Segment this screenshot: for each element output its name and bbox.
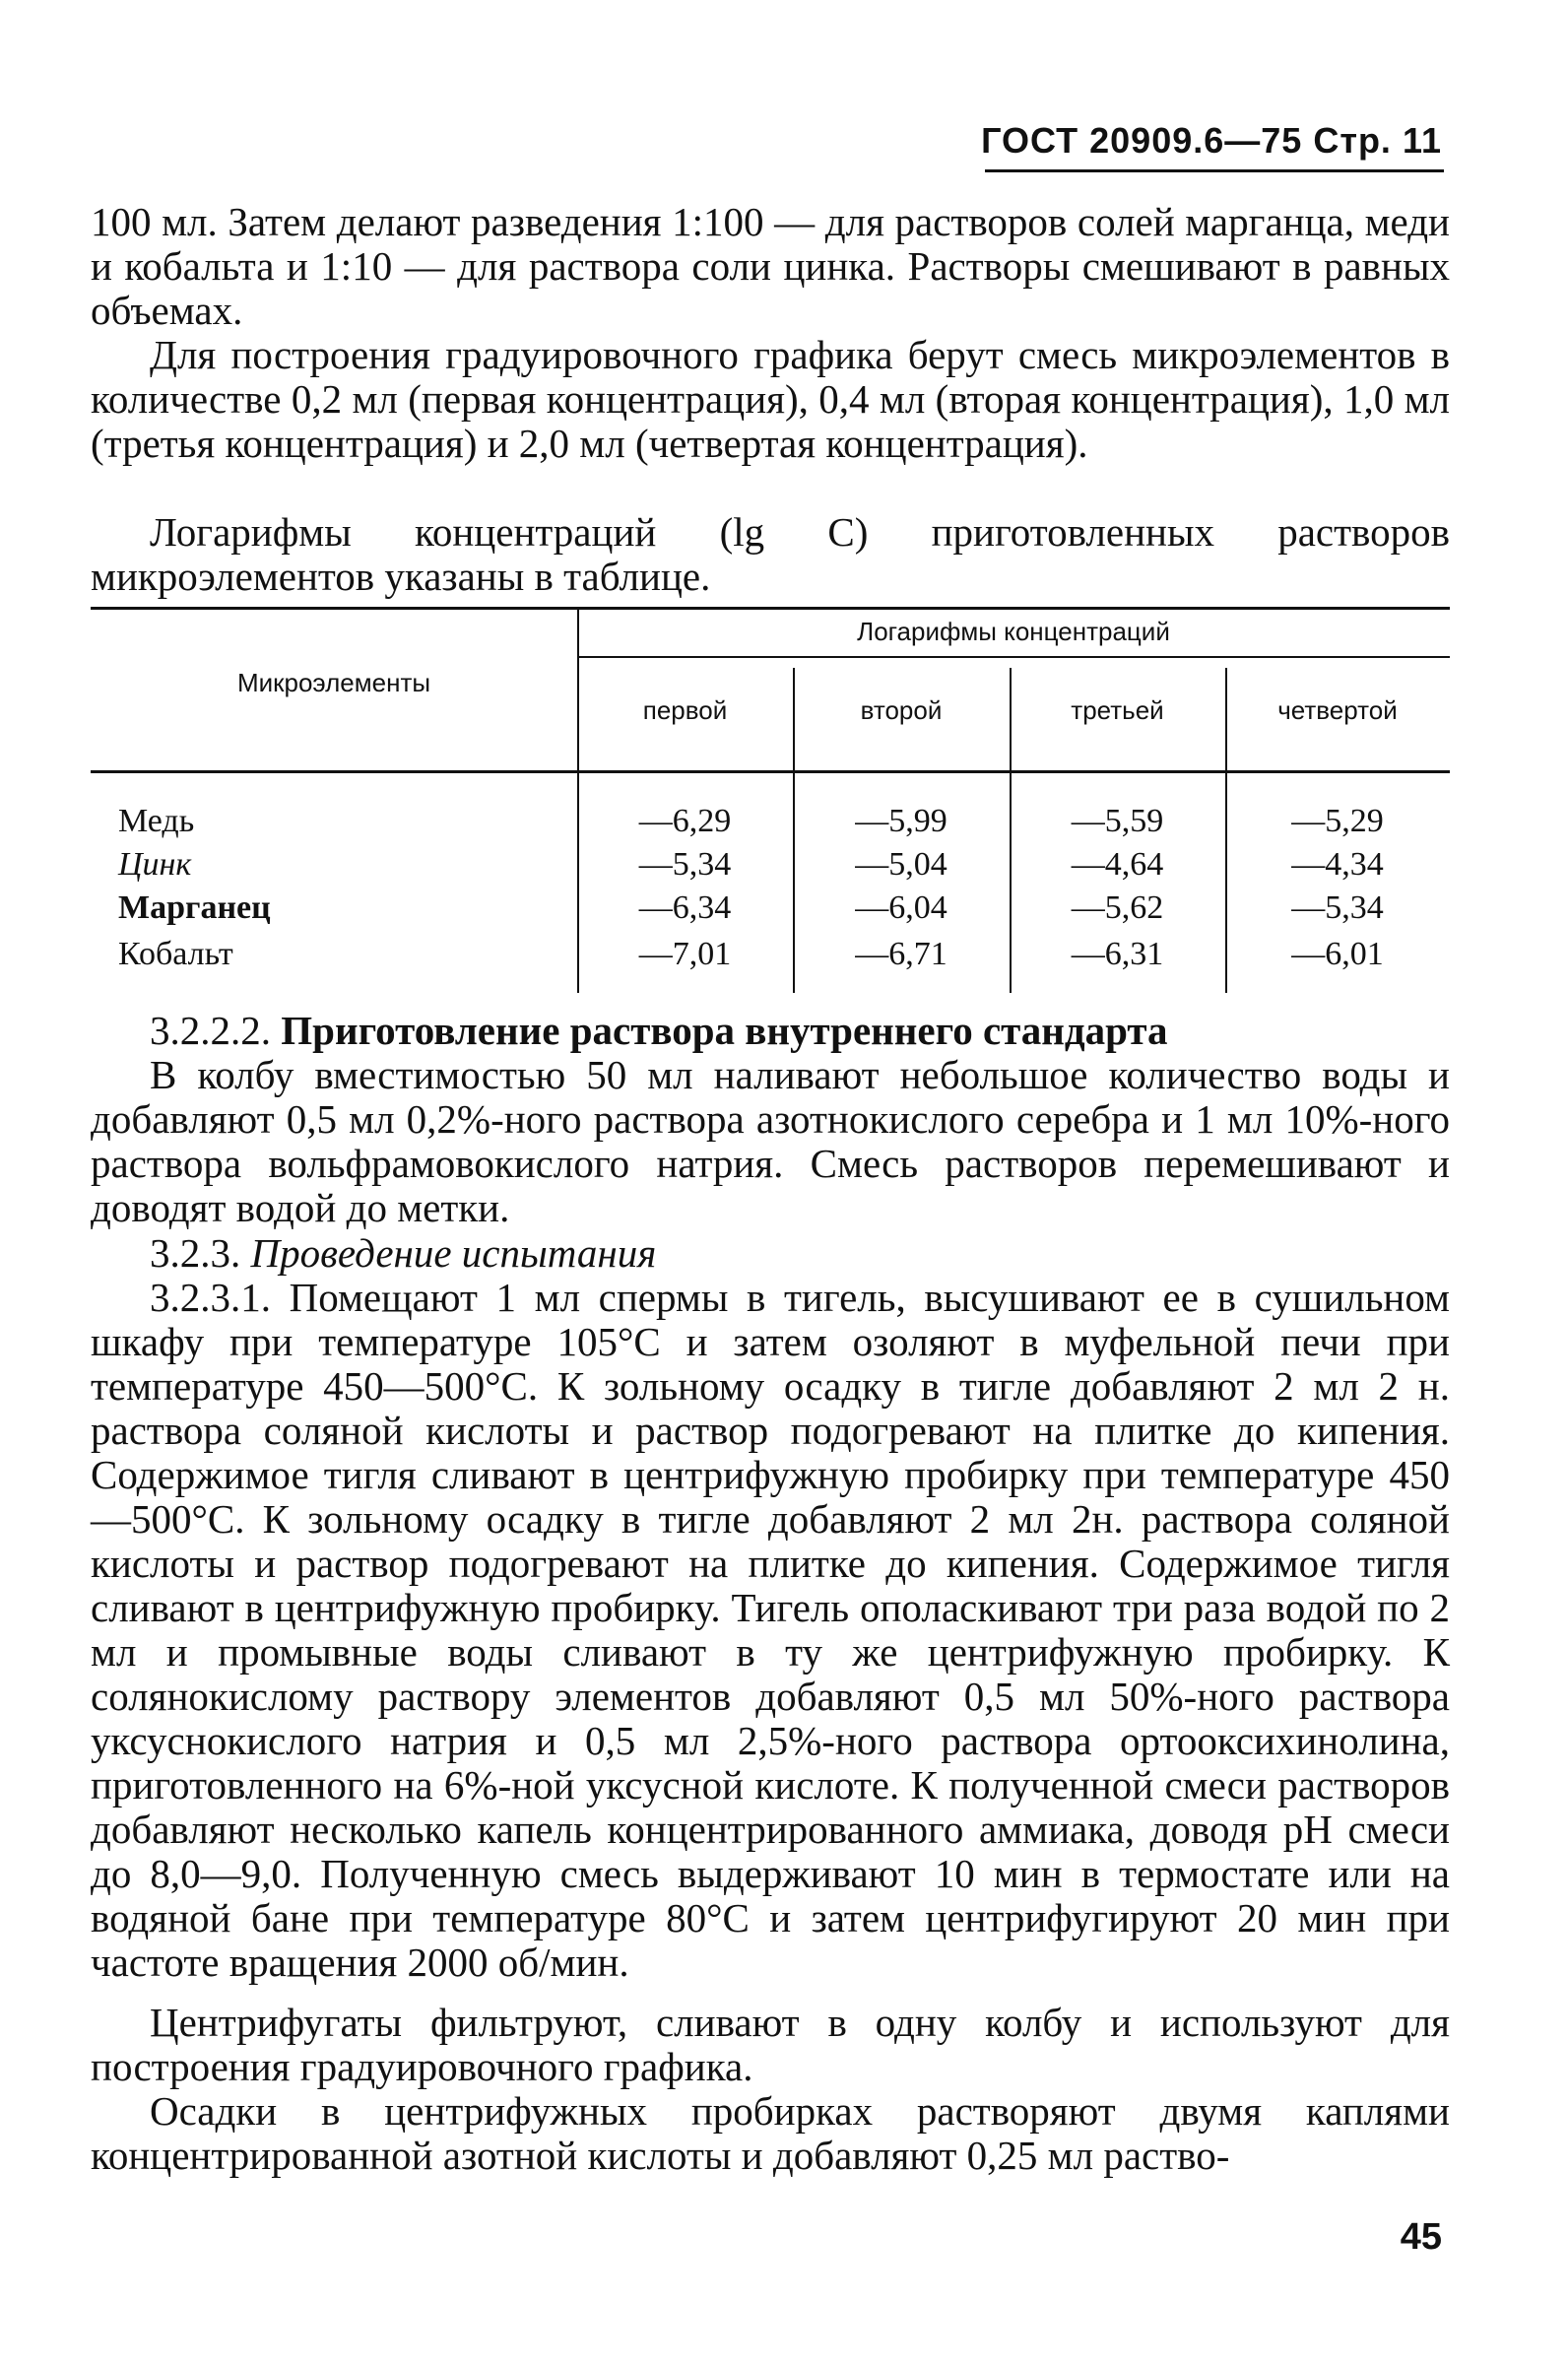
paragraph-centrifugates: Центрифугаты фильтруют, сливают в одну колбу и используют для построения градуировочного графика. (91, 2000, 1450, 2089)
paragraph-logarithms: Логарифмы концентраций (lg C) приготовленных растворов микроэлементов указаны в таблице. (91, 509, 1450, 599)
table-cell: —5,29 (1291, 803, 1384, 839)
paragraph-calibration: Для построения градуировочного графика берут смесь микроэлементов в количестве 0,2 мл (первая концентрация), 0,4 мл (вторая концентрация), 1,0 мл (третья концентрация) и 2,0 мл (четвертая концентрация). (91, 332, 1450, 466)
group-header: Логарифмы концентраций (857, 617, 1170, 646)
column-header-fourth: четвертой (1277, 695, 1398, 725)
row-label-manganese: Марганец (118, 889, 271, 926)
table-header-rule (91, 770, 1450, 773)
page-number: 45 (1400, 2216, 1442, 2258)
heading-title: Приготовление раствора внутреннего стандарта (281, 1008, 1168, 1053)
table-cell: —4,64 (1071, 846, 1164, 883)
heading-number: 3.2.3. (150, 1230, 241, 1276)
section-heading-3-2-2-2 (91, 1009, 1450, 1053)
header-rule (985, 169, 1444, 172)
table-cell: —6,31 (1071, 936, 1164, 972)
paragraph-3-2-3-1: 3.2.3.1. Помещают 1 мл спермы в тигель, высушивают ее в сушильном шкафу при температуре 105°С и затем озоляют в муфельной печи при температуре 450—500°С. К зольному осадку в тигле добавляют 2 мл 2 н. раствора соляной кислоты и раствор подогревают на плитке до кипения. Содержимое тигля сливают в центрифужную пробирку при температуре 450—500°С. К зольному осадку в тигле добавляют 2 мл 2н. раствора соляной кислоты и раствор подогревают на плитке до кипения. Содержимое тигля сливают в центрифужную пробирку. Тигель ополаскивают три раза водой по 2 мл и промывные воды сливают в ту же центрифужную пробирку. К солянокислому раствору элементов добавляют 0,5 мл 50%-ного раствора уксуснокислого натрия и 0,5 мл 2,5%-ного раствора ортооксихинолина, приготовленного на 6%-ной уксусной кислоте. К полученной смеси растворов добавляют несколько капель концентрированного аммиака, доводя pH смеси до 8,0—9,0. Полученную смесь выдерживают 10 мин в термостате или на водяной бане при температуре 80°С и затем центрифугируют 20 мин при частоте вращения 2000 об/мин. (91, 1275, 1450, 1985)
table-cell: —7,01 (638, 936, 732, 972)
paragraph-dilution: 100 мл. Затем делают разведения 1:100 — для растворов солей марганца, меди и кобальта и 1:10 — для раствора соли цинка. Растворы смешивают в равных объемах. (91, 199, 1450, 333)
paragraph-internal-standard: В колбу вместимостью 50 мл наливают небольшое количество воды и добавляют 0,5 мл 0,2%-ного раствора азотнокислого серебра и 1 мл 10%-ного раствора вольфрамовокислого натрия. Смесь растворов перемешивают и доводят водой до метки. (91, 1052, 1450, 1230)
table-cell: —6,71 (855, 936, 947, 972)
concentration-table (91, 607, 1450, 993)
section-heading-3-2-3 (91, 1231, 1450, 1276)
table-cell: —5,34 (1291, 889, 1384, 926)
heading-number: 3.2.2.2. (150, 1008, 271, 1053)
table-cell: —5,34 (638, 846, 732, 883)
group-header-rule (577, 656, 1450, 658)
column-header-third: третьей (1071, 695, 1164, 725)
table-cell: —4,34 (1291, 846, 1384, 883)
running-head: ГОСТ 20909.6—75 Стр. 11 (981, 120, 1442, 161)
row-label-copper: Медь (118, 803, 195, 839)
table-cell: —5,99 (855, 803, 947, 839)
row-label-cobalt: Кобальт (118, 936, 233, 972)
table-cell: —6,04 (855, 889, 947, 926)
table-cell: —6,29 (638, 803, 732, 839)
paragraph-sediments: Осадки в центрифужных пробирках растворяют двумя каплями концентрированной азотной кислоты и добавляют 0,25 мл раство- (91, 2088, 1450, 2178)
row-header: Микроэлементы (236, 668, 431, 697)
table-cell: —5,62 (1071, 889, 1164, 926)
column-header-second: второй (860, 695, 943, 725)
table-cell: —6,34 (638, 889, 732, 926)
heading-title: Проведение испытания (250, 1230, 657, 1276)
table-cell: —6,01 (1291, 936, 1384, 972)
row-label-zinc: Цинк (118, 846, 192, 883)
table-top-rule (91, 607, 1450, 610)
table-cell: —5,59 (1071, 803, 1164, 839)
column-header-first: первой (642, 695, 728, 725)
table-cell: —5,04 (855, 846, 947, 883)
